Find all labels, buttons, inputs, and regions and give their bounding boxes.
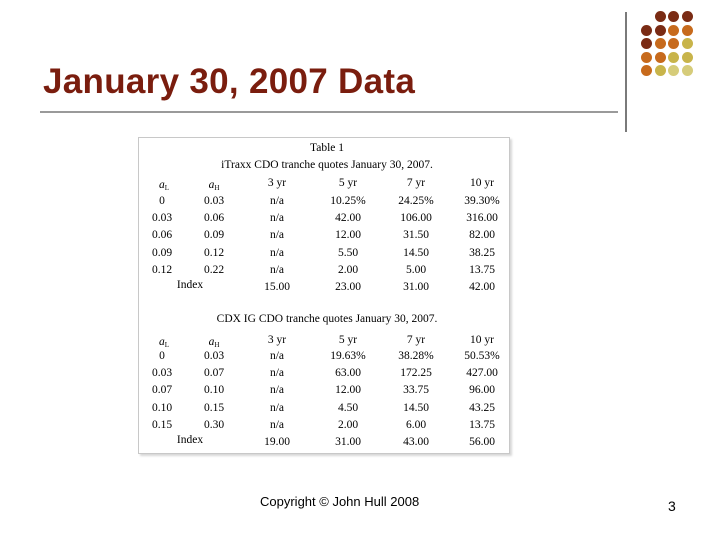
table1-col-3yr-cell-2: n/a (269, 229, 285, 242)
decor-dot (682, 11, 693, 22)
table1-header-7yr: 7 yr (406, 177, 426, 189)
table1-header-aH: $a_H$ (208, 179, 220, 192)
table1-col-5yr (330, 193, 365, 296)
table2-caption: CDX IG CDO tranche quotes January 30, 2007. (216, 313, 438, 325)
table2-col-7yr-cell-3: 14.50 (403, 401, 429, 414)
decor-dot (668, 52, 679, 63)
table1-col-7yr-cell-0: 24.25% (398, 195, 434, 207)
table1-col-7yr (398, 193, 433, 296)
table2-header-7yr: 7 yr (406, 334, 426, 346)
decor-dot (682, 38, 693, 49)
table1-col-5yr-cell-5: 23.00 (335, 281, 361, 294)
slide-title: January 30, 2007 Data (43, 62, 416, 101)
table2-col-5yr-cell-5: 31.00 (335, 436, 361, 449)
table2-header-5yr: 5 yr (338, 334, 358, 346)
table1-col-7yr-cell-2: 31.50 (403, 229, 429, 242)
table2-col-aH-cell-0: 0.03 (203, 350, 225, 362)
table2-col-aH-cell-3: 0.15 (203, 401, 225, 414)
table1-col-3yr (264, 193, 290, 296)
table1-header-3yr: 3 yr (267, 177, 287, 189)
table1-col-aH-cell-2: 0.09 (203, 229, 225, 242)
table1-col-aH-cell-3: 0.12 (203, 246, 225, 259)
table2-header-10yr: 10 yr (470, 334, 494, 346)
table2-col-3yr-cell-1: n/a (269, 367, 285, 380)
table1-col-aH-cell-4: 0.22 (203, 263, 225, 276)
decor-vertical-rule (625, 12, 627, 132)
decor-dot (668, 65, 679, 76)
table2-col-10yr-cell-1: 427.00 (466, 367, 498, 380)
quotes-table-box (138, 137, 510, 454)
table1-col-aL (152, 193, 172, 279)
table1-col-3yr-cell-4: n/a (269, 263, 285, 276)
decor-dot (668, 25, 679, 36)
table2-col-7yr-cell-5: 43.00 (403, 436, 429, 449)
table2-col-3yr-cell-3: n/a (269, 401, 285, 414)
decor-dot (668, 11, 679, 22)
decor-dot (655, 52, 666, 63)
table2-col-5yr-cell-3: 4.50 (337, 401, 359, 414)
table1-col-10yr-cell-4: 13.75 (469, 263, 495, 276)
table1-col-aL-cell-3: 0.09 (151, 246, 173, 259)
table1-col-3yr-cell-0: n/a (269, 195, 285, 207)
decor-dot (641, 65, 652, 76)
decor-dot (641, 25, 652, 36)
table1-caption-number: Table 1 (309, 142, 345, 154)
table2-col-3yr (264, 348, 290, 451)
table2-col-3yr-cell-4: n/a (269, 418, 285, 431)
table2-col-5yr (330, 348, 365, 451)
decor-dot (641, 52, 652, 63)
decor-dot (682, 65, 693, 76)
table2-col-aL-cell-3: 0.10 (151, 401, 173, 414)
table1-col-aH-cell-1: 0.06 (203, 212, 225, 225)
table2-col-aH (204, 348, 224, 434)
table2-col-7yr (398, 348, 433, 451)
table2-col-10yr-cell-4: 13.75 (469, 418, 495, 431)
decor-dot (641, 38, 652, 49)
table2-col-5yr-cell-4: 2.00 (337, 418, 359, 431)
table1-col-3yr-cell-5: 15.00 (264, 281, 290, 294)
title-underline (40, 111, 618, 113)
table2-col-5yr-cell-1: 63.00 (335, 367, 361, 380)
table2-col-aH-cell-4: 0.30 (203, 418, 225, 431)
table2-col-3yr-cell-2: n/a (269, 384, 285, 397)
table1-col-10yr-cell-0: 39.30% (464, 195, 500, 207)
copyright-footer: Copyright © John Hull 2008 (260, 494, 420, 509)
table2-col-7yr-cell-2: 33.75 (403, 384, 429, 397)
table2-col-3yr-cell-0: n/a (269, 350, 285, 362)
table1-col-10yr (464, 193, 499, 296)
decor-dot (655, 25, 666, 36)
table1-col-10yr-cell-1: 316.00 (466, 212, 498, 225)
table2-col-aL-cell-2: 0.07 (151, 384, 173, 397)
table1-caption: iTraxx CDO tranche quotes January 30, 2007. (221, 159, 433, 171)
decor-dot (668, 38, 679, 49)
table1-col-5yr-cell-4: 2.00 (337, 263, 359, 276)
table1-col-7yr-cell-3: 14.50 (403, 246, 429, 259)
table1-col-10yr-cell-3: 38.25 (469, 246, 495, 259)
table1-header-aL: $a_L$ (158, 179, 170, 192)
table1-col-aL-cell-1: 0.03 (151, 212, 173, 225)
table2-header-aH: $a_H$ (208, 336, 220, 349)
table2-col-10yr-cell-2: 96.00 (469, 384, 495, 397)
table1-index-label: Index (176, 279, 204, 291)
table2-index-label: Index (176, 434, 204, 446)
table2-col-10yr-cell-5: 56.00 (469, 436, 495, 449)
table1-col-7yr-cell-5: 31.00 (403, 281, 429, 294)
table1-col-5yr-cell-3: 5.50 (337, 246, 359, 259)
table2-header-aL: $a_L$ (158, 336, 170, 349)
table1-col-7yr-cell-1: 106.00 (400, 212, 432, 225)
table2-col-aH-cell-2: 0.10 (203, 384, 225, 397)
decor-dot (682, 25, 693, 36)
table1-col-5yr-cell-0: 10.25% (330, 195, 366, 207)
table2-col-3yr-cell-5: 19.00 (264, 436, 290, 449)
table1-col-10yr-cell-2: 82.00 (469, 229, 495, 242)
table2-col-5yr-cell-2: 12.00 (335, 384, 361, 397)
table1-col-3yr-cell-1: n/a (269, 212, 285, 225)
table1-col-10yr-cell-5: 42.00 (469, 281, 495, 294)
table1-header-5yr: 5 yr (338, 177, 358, 189)
decor-dot (655, 65, 666, 76)
decor-dot (655, 11, 666, 22)
table2-col-7yr-cell-0: 38.28% (398, 350, 434, 362)
table2-col-5yr-cell-0: 19.63% (330, 350, 366, 362)
table2-col-7yr-cell-4: 6.00 (405, 418, 427, 431)
table1-col-3yr-cell-3: n/a (269, 246, 285, 259)
table2-col-10yr-cell-0: 50.53% (464, 350, 500, 362)
table1-col-5yr-cell-1: 42.00 (335, 212, 361, 225)
table2-header-3yr: 3 yr (267, 334, 287, 346)
table2-col-10yr (464, 348, 499, 451)
table2-col-aL-cell-0: 0 (159, 350, 165, 362)
table1-col-aH (204, 193, 224, 279)
table2-col-aL-cell-4: 0.15 (151, 418, 173, 431)
decor-dot (641, 11, 652, 22)
decor-dot (682, 52, 693, 63)
table2-col-aL (152, 348, 172, 434)
table2-col-10yr-cell-3: 43.25 (469, 401, 495, 414)
table2-col-7yr-cell-1: 172.25 (400, 367, 432, 380)
table1-col-aL-cell-0: 0 (159, 195, 165, 207)
table1-col-aH-cell-0: 0.03 (203, 195, 225, 207)
table1-col-aL-cell-4: 0.12 (151, 263, 173, 276)
table2-col-aH-cell-1: 0.07 (203, 367, 225, 380)
table2-col-aL-cell-1: 0.03 (151, 367, 173, 380)
page-number: 3 (668, 498, 676, 514)
table1-header-10yr: 10 yr (470, 177, 494, 189)
table1-col-aL-cell-2: 0.06 (151, 229, 173, 242)
table1-col-7yr-cell-4: 5.00 (405, 263, 427, 276)
table1-col-5yr-cell-2: 12.00 (335, 229, 361, 242)
decor-dot (655, 38, 666, 49)
